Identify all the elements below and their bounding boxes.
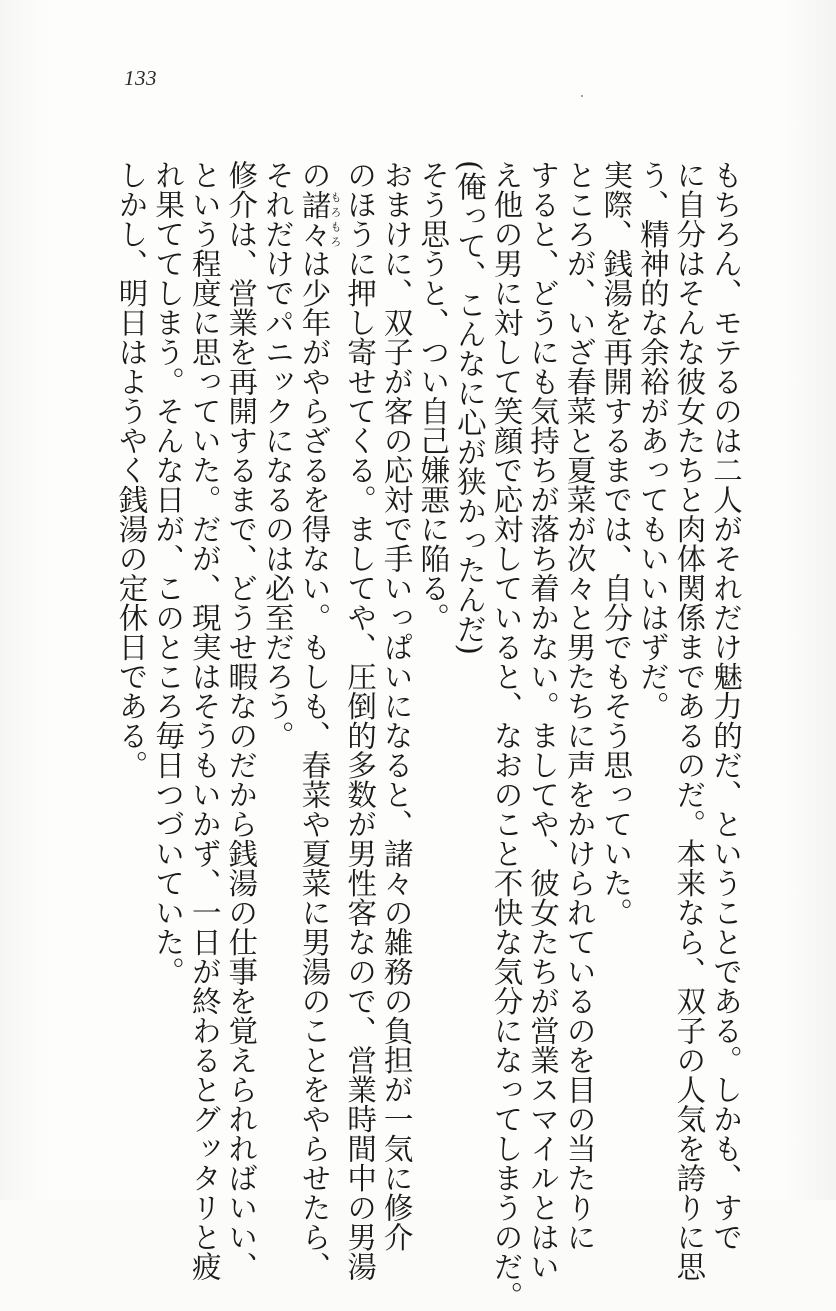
paper-speck bbox=[581, 95, 583, 97]
text-line: すると、どうにも気持ちが落ち着かない。ましてや、彼女たちが営業スマイルとはい bbox=[526, 160, 561, 1281]
text-line-with-ruby bbox=[296, 160, 342, 1281]
text-line: れ果ててしまう。そんな日が、このところ毎日つづいていた。 bbox=[151, 160, 186, 986]
text-line: え他の男に対して笑顔で応対していると、なおのこと不快な気分になってしまうのだ。 bbox=[489, 160, 524, 1311]
ruby-base: 諸々 bbox=[297, 189, 332, 249]
text-line: ところが、いざ春菜と夏菜が次々と男たちに声をかけられているのを目の当たりに bbox=[562, 160, 597, 1252]
text-line: もちろん、モテるのは二人がそれだけ魅力的だ、ということである。しかも、すで bbox=[709, 160, 743, 1252]
page-number: 133 bbox=[124, 66, 157, 90]
body-text bbox=[113, 160, 744, 1311]
text-line: それだけでパニックになるのは必至だろう。 bbox=[260, 160, 295, 750]
text-line: (俺って、こんなに心が狭かったんだ) bbox=[452, 160, 487, 656]
text-line: おまけに、双子が客の応対で手いっぱいになると、諸々の雑務の負担が一気に修介 bbox=[379, 160, 414, 1252]
text-line-rest: は少年がやらざるを得ない。もしも、春菜や夏菜に男湯のことをやらせたら、 bbox=[297, 248, 332, 1281]
text-line: に自分はそんな彼女たちと肉体関係まであるのだ。本来なら、双子の人気を誇りに思 bbox=[672, 160, 707, 1281]
ruby-annotation bbox=[297, 189, 342, 249]
text-line-start: の bbox=[297, 160, 332, 190]
text-line: そう思うと、つい自己嫌悪に陥る。 bbox=[416, 160, 451, 632]
text-line: 修介は、営業を再開するまで、どうせ暇なのだから銭湯の仕事を覚えられればいい、 bbox=[224, 160, 259, 1281]
text-line: しかし、明日はようやく銭湯の定休日である。 bbox=[114, 160, 149, 780]
text-line: のほうに押し寄せてくる。ましてや、圧倒的多数が男性客なので、営業時間中の男湯 bbox=[343, 160, 378, 1281]
text-line: 実際、銭湯を再開するまでは、自分でもそう思っていた。 bbox=[599, 160, 634, 927]
text-line: という程度に思っていた。だが、現実はそうもいかず、一日が終わるとグッタリと疲 bbox=[187, 160, 222, 1281]
ruby-reading: もろもろ bbox=[328, 189, 342, 249]
text-line: う、精神的な余裕があってもいいはずだ。 bbox=[635, 160, 670, 721]
